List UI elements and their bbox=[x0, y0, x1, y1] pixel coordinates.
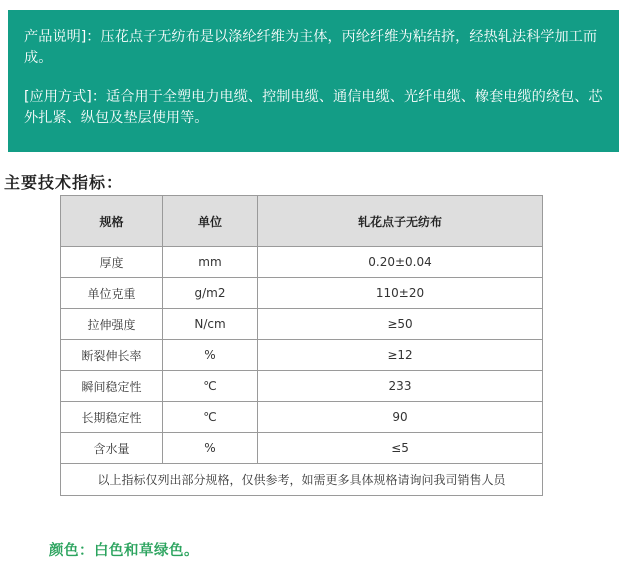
row-spec: 含水量 bbox=[61, 433, 163, 464]
row-value: ≤5 bbox=[258, 433, 543, 464]
row-spec: 厚度 bbox=[61, 247, 163, 278]
table-row bbox=[61, 278, 543, 309]
row-value: 90 bbox=[258, 402, 543, 433]
table-row bbox=[61, 433, 543, 464]
header-unit: 单位 bbox=[163, 196, 258, 247]
row-value: 233 bbox=[258, 371, 543, 402]
row-unit: mm bbox=[163, 247, 258, 278]
header-product: 轧花点子无纺布 bbox=[258, 196, 543, 247]
row-value: ≥12 bbox=[258, 340, 543, 371]
table-row bbox=[61, 340, 543, 371]
row-value: 110±20 bbox=[258, 278, 543, 309]
row-value: ≥50 bbox=[258, 309, 543, 340]
row-unit: % bbox=[163, 340, 258, 371]
row-spec: 瞬间稳定性 bbox=[61, 371, 163, 402]
row-unit: ℃ bbox=[163, 371, 258, 402]
row-spec: 单位克重 bbox=[61, 278, 163, 309]
product-description: 产品说明]：压花点子无纺布是以涤纶纤维为主体，丙纶纤维为粘结挤，经热轧法科学加工而成。 bbox=[24, 29, 598, 66]
table-row bbox=[61, 402, 543, 433]
table-row bbox=[61, 371, 543, 402]
section-title: 主要技术指标： bbox=[4, 173, 124, 192]
row-unit: % bbox=[163, 433, 258, 464]
table-footnote: 以上指标仅列出部分规格，仅供参考，如需更多具体规格请询问我司销售人员 bbox=[61, 464, 543, 496]
table-row bbox=[61, 247, 543, 278]
row-spec: 拉伸强度 bbox=[61, 309, 163, 340]
table-row bbox=[61, 309, 543, 340]
table-footer-row bbox=[61, 464, 543, 496]
header-spec: 规格 bbox=[61, 196, 163, 247]
spec-table bbox=[60, 195, 543, 496]
color-note: 颜色：白色和草绿色。 bbox=[49, 543, 199, 559]
row-value: 0.20±0.04 bbox=[258, 247, 543, 278]
application-method: [应用方式]：适合用于全塑电力电缆、控制电缆、通信电缆、光纤电缆、橡套电缆的绕包、芯外扎紧、纵包及垫层使用等。 bbox=[24, 89, 603, 126]
table-header-row bbox=[61, 196, 543, 247]
row-unit: g/m2 bbox=[163, 278, 258, 309]
product-intro-banner bbox=[8, 10, 619, 152]
row-unit: ℃ bbox=[163, 402, 258, 433]
row-spec: 断裂伸长率 bbox=[61, 340, 163, 371]
row-spec: 长期稳定性 bbox=[61, 402, 163, 433]
row-unit: N/cm bbox=[163, 309, 258, 340]
